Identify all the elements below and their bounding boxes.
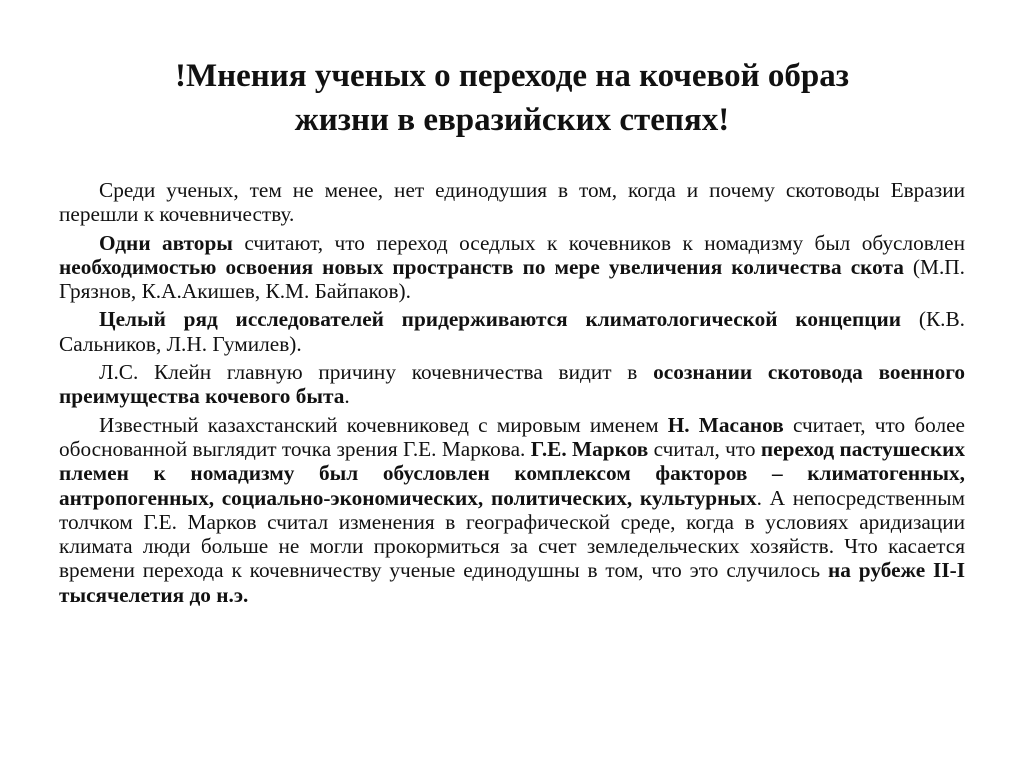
paragraph-5-text-2: считает, что более обоснованной выглядит точка зрения Г.Е. Маркова.	[59, 412, 966, 461]
paragraph-4-bold-1: осознании скотовода военного преимущества кочевого быта	[59, 360, 966, 409]
paragraph-5-text-3: считал, что	[648, 436, 761, 461]
paragraph-5-text-1: Известный казахстанский кочевниковед с мировым именем	[99, 412, 668, 437]
paragraph-5-bold-2: Г.Е. Марков	[530, 436, 649, 461]
paragraph-2-bold-1: Одни авторы	[99, 230, 233, 255]
title-line-1: !Мнения ученых о переходе на кочевой образ	[174, 58, 850, 94]
paragraph-5-bold-3: переход пастушеских племен к номадизму был обусловлен комплексом факторов – климатогенных, антропогенных, социально-экономических, политических, культурных	[59, 436, 966, 510]
paragraph-2-text-2: (М.П. Грязнов, К.А.Акишев, К.М. Байпаков).	[59, 254, 965, 304]
paragraph-1-text: Среди ученых, тем не менее, нет единодушия в том, когда и почему скотоводы Евразии перешли к кочевничеству.	[59, 178, 965, 227]
paragraph-4	[59, 360, 965, 409]
paragraph-2-bold-2: необходимостью освоения новых пространств по мере увеличения количества скота	[59, 254, 904, 279]
slide-body	[59, 178, 965, 611]
paragraph-5-text-4: . А непосредственным толчком Г.Е. Марков считал изменения в географической среде, когда в условиях аридизации климата люди больше не могли прокормиться за счет земледельческих хозяйств. Что касается времени перехода к кочевничеству ученые единодушны в том, что это случилось	[59, 485, 965, 583]
paragraph-5	[59, 413, 965, 607]
slide-title	[60, 54, 964, 142]
paragraph-4-text-1: Л.С. Клейн главную причину кочевничества видит в	[99, 360, 654, 385]
paragraph-2	[59, 231, 965, 304]
paragraph-3-text-1: (К.В. Сальников, Л.Н. Гумилев).	[59, 307, 965, 356]
paragraph-1	[59, 178, 965, 227]
paragraph-5-bold-4: на рубеже II-I тысячелетия до н.э.	[59, 558, 966, 607]
paragraph-4-text-2: .	[344, 384, 350, 409]
paragraph-3-bold-1: Целый ряд исследователей придерживаются климатологической концепции	[99, 307, 902, 332]
title-line-2: жизни в евразийских степях!	[294, 102, 730, 138]
paragraph-2-text-1: считают, что переход оседлых к кочевников к номадизму был обусловлен	[232, 230, 965, 255]
paragraph-3	[59, 307, 965, 356]
paragraph-5-bold-1: Н. Масанов	[667, 412, 784, 437]
